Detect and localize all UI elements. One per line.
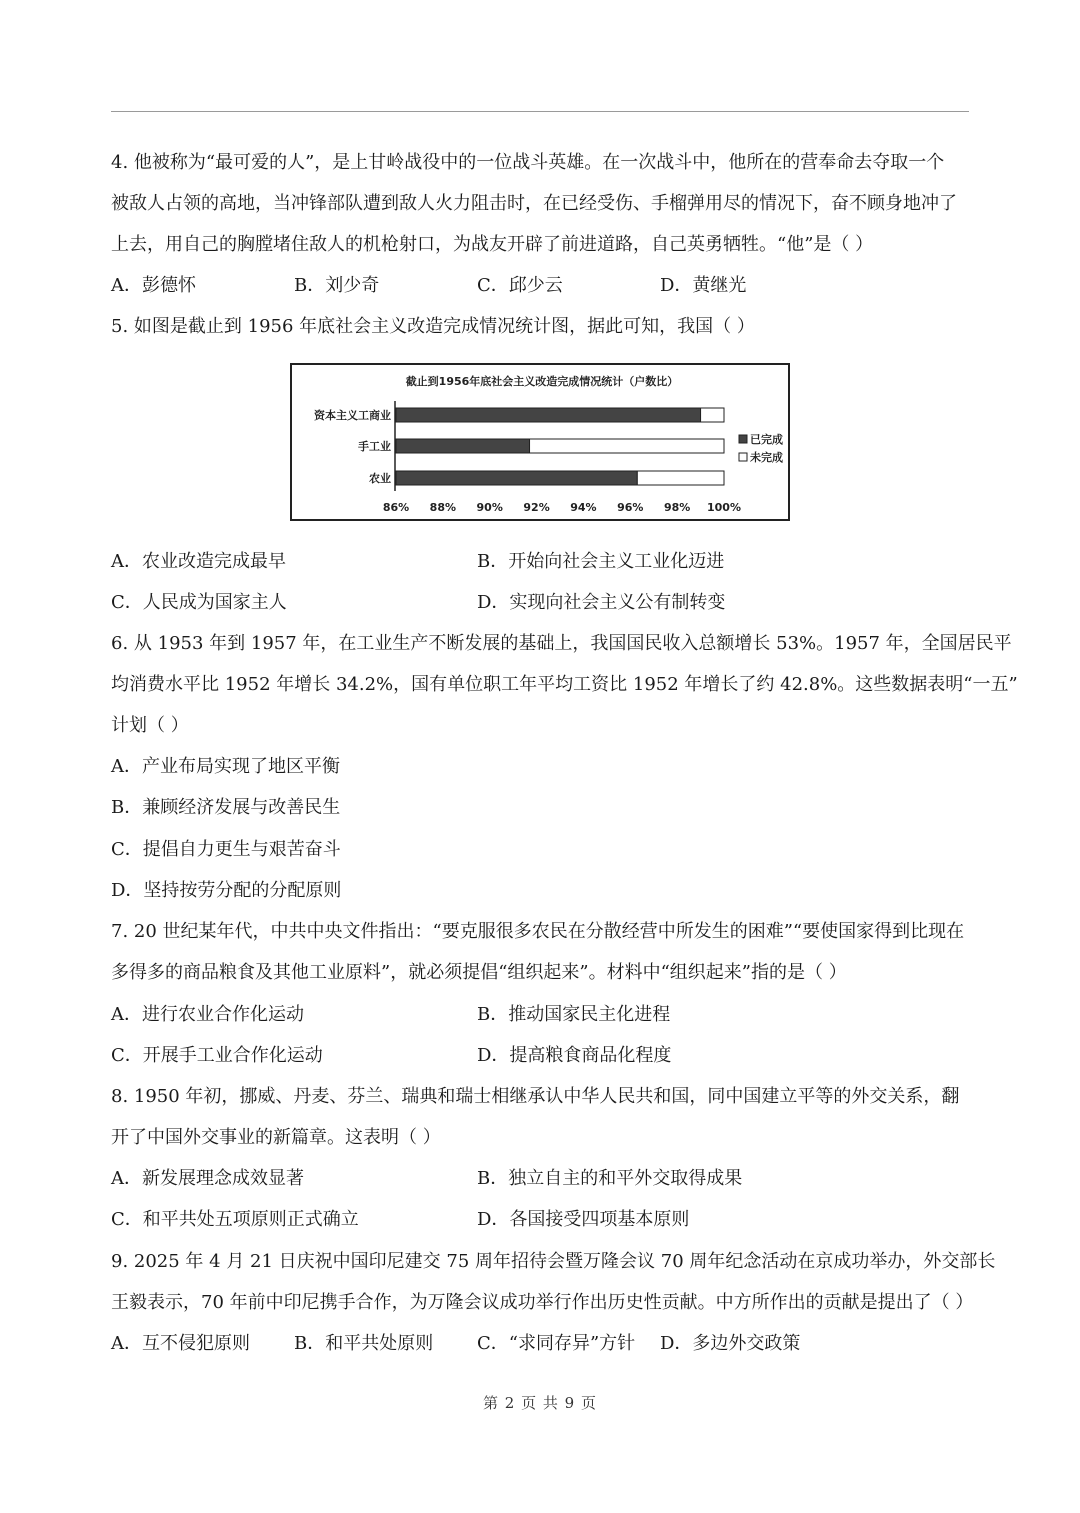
- completion-chart: [290, 363, 790, 521]
- q9-option-a[interactable]: A．互不侵犯原则: [111, 1333, 250, 1354]
- chart-title: 截止到1956年底社会主义改造完成情况统计（户数比）: [405, 375, 679, 388]
- x-tick-label-2: 90%: [476, 501, 503, 514]
- q6-option-c[interactable]: C．提倡自力更生与艰苦奋斗: [111, 839, 341, 860]
- x-tick-label-5: 96%: [617, 501, 644, 514]
- q6-line-2: 均消费水平比 1952 年增长 34.2%，国有单位职工年平均工资比 1952 年增长了约 42.8%。这些数据表明“一五”: [111, 674, 1018, 695]
- q9-line-1: 9. 2025 年 4 月 21 日庆祝中国印尼建交 75 周年招待会暨万隆会议 70 周年纪念活动在京成功举办，外交部长: [111, 1251, 996, 1272]
- page-footer: 第 2 页 共 9 页: [483, 1394, 597, 1412]
- q6-line-3: 计划（ ）: [111, 715, 189, 736]
- q7-line-1: 7. 20 世纪某年代，中共中央文件指出：“要克服很多农民在分散经营中所发生的困难”“要使国家得到比现在: [111, 921, 965, 942]
- q9-line-2: 王毅表示，70 年前中印尼携手合作，为万隆会议成功举行作出历史性贡献。中方所作出的贡献是提出了（ ）: [111, 1292, 974, 1313]
- q8-line-1: 8. 1950 年初，挪威、丹麦、芬兰、瑞典和瑞士相继承认中华人民共和国，同中国建立平等的外交关系，翻: [111, 1086, 960, 1107]
- legend-label-completed: 已完成: [750, 433, 783, 446]
- x-tick-label-3: 92%: [523, 501, 550, 514]
- q7-option-b[interactable]: B．推动国家民主化进程: [477, 1004, 671, 1025]
- q4-line-3: 上去，用自己的胸膛堵住敌人的机枪射口，为战友开辟了前进道路，自己英勇牺牲。“他”是（ ）: [111, 234, 874, 255]
- q4-option-a[interactable]: A．彭德怀: [111, 275, 196, 296]
- q4-line-1: 4. 他被称为“最可爱的人”，是上甘岭战役中的一位战斗英雄。在一次战斗中，他所在的营奉命去夺取一个: [111, 152, 945, 173]
- q9-option-d[interactable]: D．多边外交政策: [660, 1333, 801, 1354]
- q8-line-2: 开了中国外交事业的新篇章。这表明（ ）: [111, 1127, 441, 1148]
- bar-remaining-handicraft: [530, 439, 724, 453]
- x-tick-label-1: 88%: [429, 501, 457, 514]
- q8-option-a[interactable]: A．新发展理念成效显著: [111, 1168, 304, 1189]
- bar-completed-handicraft: [396, 439, 530, 453]
- q7-option-a[interactable]: A．进行农业合作化运动: [111, 1004, 304, 1025]
- q5-option-a[interactable]: A．农业改造完成最早: [111, 551, 286, 572]
- q4-line-2: 被敌人占领的高地，当冲锋部队遭到敌人火力阻击时，在已经受伤、手榴弹用尽的情况下，奋不顾身地冲了: [111, 193, 957, 214]
- q6-line-1: 6. 从 1953 年到 1957 年，在工业生产不断发展的基础上，我国国民收入总额增长 53%。1957 年，全国居民平: [111, 633, 1012, 654]
- q5-line-1: 5. 如图是截止到 1956 年底社会主义改造完成情况统计图，据此可知，我国（ ）: [111, 316, 755, 337]
- legend-swatch-remaining: [739, 453, 747, 461]
- q5-option-c[interactable]: C．人民成为国家主人: [111, 592, 287, 613]
- bar-remaining-agriculture: [637, 471, 724, 485]
- q9-option-b[interactable]: B．和平共处原则: [294, 1333, 434, 1354]
- q4-option-c[interactable]: C．邱少云: [477, 275, 563, 296]
- q8-option-d[interactable]: D．各国接受四项基本原则: [477, 1209, 690, 1230]
- category-label-2: 农业: [369, 472, 391, 485]
- header-rule: [111, 111, 969, 112]
- q9-option-c[interactable]: C．“求同存异”方针: [477, 1333, 636, 1354]
- legend-swatch-completed: [739, 435, 747, 443]
- category-label-0: 资本主义工商业: [314, 409, 391, 422]
- q5-option-b[interactable]: B．开始向社会主义工业化迈进: [477, 551, 725, 572]
- category-label-1: 手工业: [358, 440, 391, 453]
- x-tick-label-6: 98%: [663, 501, 691, 514]
- q8-option-c[interactable]: C．和平共处五项原则正式确立: [111, 1209, 359, 1230]
- q7-option-d[interactable]: D．提高粮食商品化程度: [477, 1045, 672, 1066]
- bar-remaining-capitalist: [701, 408, 724, 422]
- legend-label-remaining: 未完成: [750, 451, 783, 464]
- q6-option-d[interactable]: D．坚持按劳分配的分配原则: [111, 880, 342, 901]
- q6-option-a[interactable]: A．产业布局实现了地区平衡: [111, 756, 340, 777]
- q4-option-b[interactable]: B．刘少奇: [294, 275, 380, 296]
- q7-line-2: 多得多的商品粮食及其他工业原料”，就必须提倡“组织起来”。材料中“组织起来”指的是（ ）: [111, 962, 847, 983]
- q6-option-b[interactable]: B．兼顾经济发展与改善民生: [111, 797, 341, 818]
- q7-option-c[interactable]: C．开展手工业合作化运动: [111, 1045, 323, 1066]
- bar-completed-agriculture: [396, 471, 637, 485]
- bar-completed-capitalist: [396, 408, 701, 422]
- x-tick-label-4: 94%: [570, 501, 597, 514]
- q4-option-d[interactable]: D．黄继光: [660, 275, 747, 296]
- q5-option-d[interactable]: D．实现向社会主义公有制转变: [477, 592, 726, 613]
- q8-option-b[interactable]: B．独立自主的和平外交取得成果: [477, 1168, 743, 1189]
- x-tick-label-0: 86%: [382, 501, 410, 514]
- x-tick-label-7: 100%: [707, 501, 741, 514]
